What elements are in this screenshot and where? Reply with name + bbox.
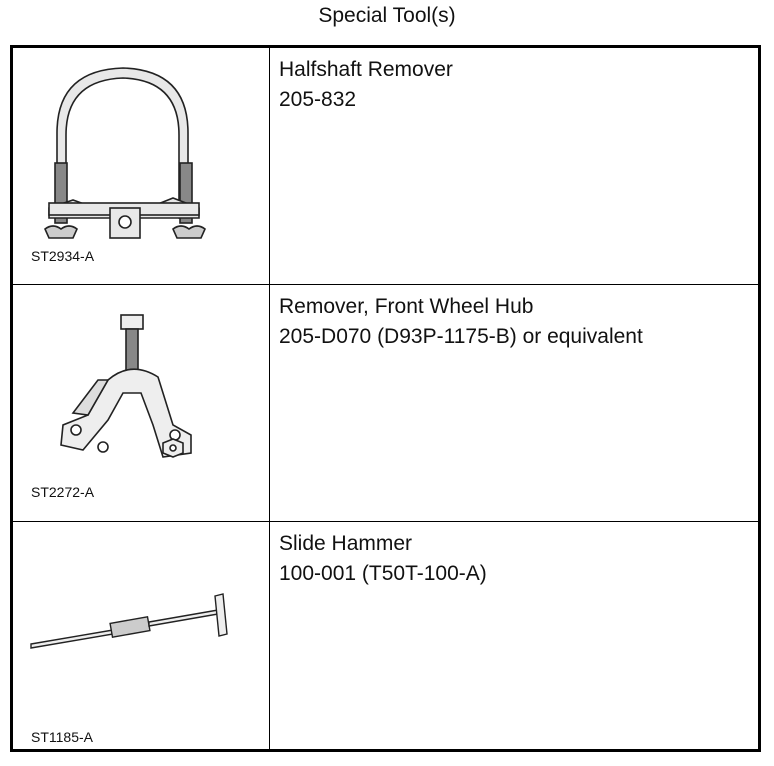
tool-description-cell [270,48,758,284]
tool-description-cell [270,285,758,521]
tool-number: 205-D070 (D93P-1175-B) or equivalent [279,325,643,348]
tool-code: ST2934-A [31,248,95,264]
slide-hammer-icon [13,522,269,749]
tool-number: 100-001 (T50T-100-A) [279,562,487,585]
tool-name: Halfshaft Remover [279,58,453,81]
tool-name: Remover, Front Wheel Hub [279,295,534,318]
tool-name: Slide Hammer [279,532,413,555]
tool-code: ST2272-A [31,484,95,500]
table-row [13,48,758,285]
tool-illustration-cell [13,48,270,284]
table-row [13,285,758,522]
tool-code: ST1185-A [31,729,93,745]
tool-illustration-cell [13,285,270,521]
table-row [13,522,758,749]
tool-number: 205-832 [279,88,357,111]
tool-illustration-cell [13,522,270,749]
special-tools-table [10,45,761,752]
page-title: Special Tool(s) [318,4,456,27]
tool-description-cell [270,522,758,749]
